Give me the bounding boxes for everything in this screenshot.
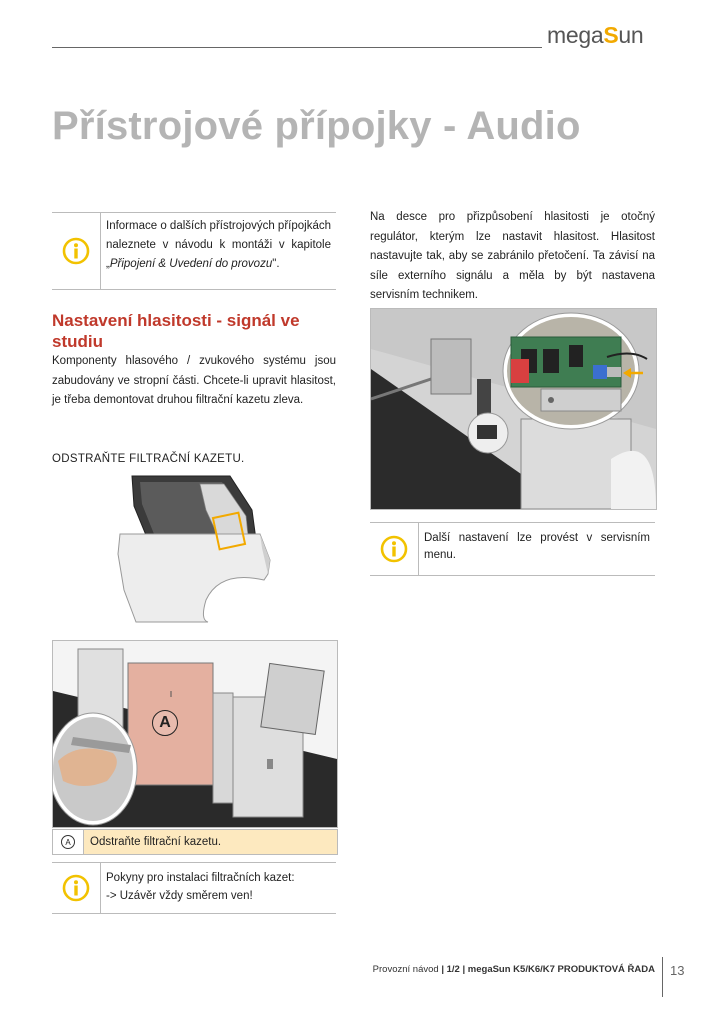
megasun-logo: megaSun: [547, 22, 644, 48]
info-box-text: [101, 863, 336, 913]
header-rule: [52, 47, 542, 48]
info-icon-cell: [52, 213, 101, 289]
info-box-text: Další nastavení lze provést v servisním menu.: [424, 532, 650, 561]
instruction-text: ODSTRAŇTE FILTRAČNÍ KAZETU.: [52, 453, 245, 465]
volume-paragraph: Na desce pro přizpůsobení hlasitosti je otočný regulátor, kterým lze nastavit hlasitost. Hlasitost nastavujte tak, aby se zabránilo přetočení. Ta závisí na síle externího signálu a měla by být nastavena servisním technikem.: [370, 211, 655, 301]
volume-board-illustration: [371, 309, 656, 509]
filter-removal-illustration: [53, 641, 337, 827]
section-paragraph: Komponenty hlasového / zvukového systému jsou zabudovány ve stropní části. Chcete-li upravit hlasitost, je třeba demontovat druhou filtrační kazetu zleva.: [52, 355, 336, 406]
page-title: Přístrojové přípojky - Audio: [52, 104, 581, 148]
canopy-drawing: [110, 470, 280, 630]
filter-removal-figure: [52, 640, 338, 828]
info-box-filter-install: [52, 862, 336, 914]
info-box-connections: [52, 212, 336, 290]
marker-a: A: [152, 710, 178, 736]
footer-divider: [662, 957, 663, 997]
info-line-2: -> Uzávěr vždy směrem ven!: [106, 890, 253, 902]
info-box-service-menu: [370, 522, 655, 576]
volume-board-figure: [370, 308, 657, 510]
caption-letter-cell: [53, 830, 84, 854]
page-number: 13: [670, 963, 685, 978]
caption-text: Odstraňte filtrační kazetu.: [90, 836, 222, 848]
caption-letter-badge: A: [61, 835, 75, 849]
section-heading: Nastavení hlasitosti - signál ve studiu: [52, 311, 300, 351]
info-icon: [62, 237, 90, 265]
footer-text: Provozní návod | 1/2 | megaSun K5/K6/K7 PRODUKTOVÁ ŘADA: [372, 964, 655, 975]
info-icon-cell: [370, 523, 419, 575]
info-icon-cell: [52, 863, 101, 913]
info-box-text: Informace o dalších přístrojových přípojkách naleznete v návodu k montáži v kapitole „Připojení & Uvedení do provozu".: [106, 220, 331, 270]
caption-a: [52, 829, 338, 855]
info-icon: [62, 874, 90, 902]
info-line-1: Pokyny pro instalaci filtračních kazet:: [106, 872, 295, 884]
info-icon: [380, 535, 408, 563]
